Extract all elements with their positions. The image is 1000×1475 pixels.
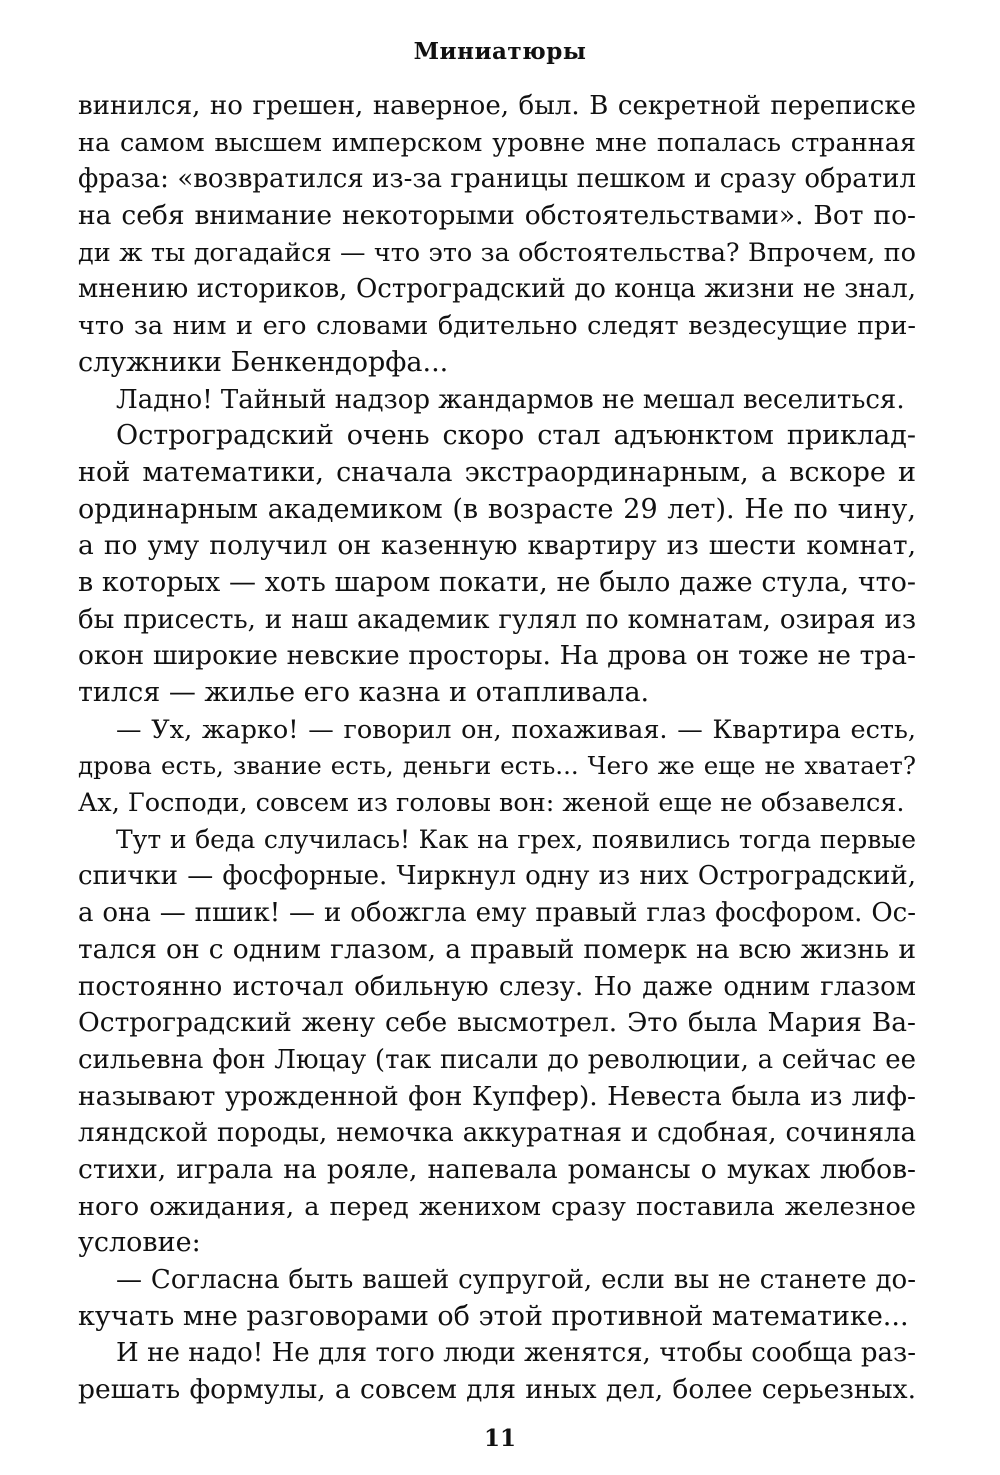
text-line: условие: (78, 1227, 201, 1259)
text-line: Остроградский жену себе высмотрел. Это была Мария Ва- (78, 1007, 916, 1039)
text-line: а по уму получил он казенную квартиру из шести комнат, (78, 530, 916, 562)
text-line: ной математики, сначала экстраординарным, а вскоре и (78, 456, 916, 488)
body-text (78, 88, 916, 1409)
text-line: называют урожденной фон Купфер). Невеста была из лиф- (78, 1080, 916, 1112)
text-line: — Согласна быть вашей супругой, если вы не станете до- (116, 1265, 916, 1295)
text-line: мнению историков, Остроградский до конца жизни не знал, (78, 274, 916, 305)
text-line: Ах, Господи, совсем из головы вон: женой еще не обзавелся. (78, 788, 905, 819)
text-line: фраза: «возвратился из-за границы пешком и сразу обратил (78, 164, 916, 195)
text-line: Остроградский очень скоро стал адъюнктом приклад- (116, 420, 916, 452)
text-line: на самом высшем имперском уровне мне попалась странная (78, 127, 916, 158)
text-line: решать формулы, а совсем для иных дел, более серьезных. (78, 1374, 916, 1406)
text-line: служники Бенкендорфа... (78, 346, 449, 378)
text-line: кучать мне разговорами об этой противной математике... (78, 1300, 909, 1332)
text-line: сильевна фон Люцау (так писали до революции, а сейчас ее (78, 1044, 916, 1075)
text-line: окон широкие невские просторы. На дрова он тоже не тра- (78, 640, 916, 672)
text-line: что за ним и его словами бдительно следят вездесущие при- (78, 311, 916, 342)
text-line: постоянно источал обильную слезу. Но даже одним глазом (78, 971, 916, 1002)
text-line: тался он с одним глазом, а правый померк на всю жизнь и (78, 933, 916, 965)
text-line: ляндской породы, немочка аккуратная и сдобная, сочиняла (78, 1118, 916, 1149)
text-line: винился, но грешен, наверное, был. В секретной переписке (78, 91, 916, 121)
text-line: а она — пшик! — и обожгла ему правый глаз фосфором. Ос- (78, 898, 916, 929)
text-line: в которых — хоть шаром покати, не было даже стула, что- (78, 566, 916, 598)
text-line: спички — фосфорные. Чиркнул одну из них Остроградский, (78, 861, 916, 892)
text-line: тился — жилье его казна и отапливала. (78, 677, 650, 708)
text-line: ного ожидания, а перед женихом сразу поставила железное (78, 1191, 916, 1222)
running-head: Миниатюры (413, 38, 587, 65)
text-line: И не надо! Не для того люди женятся, чтобы сообща раз- (116, 1338, 916, 1369)
text-line: бы присесть, и наш академик гулял по комнатам, озирая из (78, 604, 916, 635)
page-number: 11 (483, 1425, 516, 1452)
text-line: стихи, играла на рояле, напевала романсы о муках любов- (78, 1153, 916, 1185)
text-line: Ладно! Тайный надзор жандармов не мешал веселиться. (116, 384, 905, 415)
text-line: на себя внимание некоторыми обстоятельствами». Вот по- (78, 200, 916, 232)
text-line: — Ух, жарко! — говорил он, похаживая. — Квартира есть, (116, 714, 916, 745)
text-line: Тут и беда случилась! Как на грех, появились тогда первые (116, 824, 916, 854)
text-line: дрова есть, звание есть, деньги есть... Чего же еще не хватает? (78, 751, 916, 781)
text-line: ординарным академиком (в возрасте 29 лет). Не по чину, (78, 493, 916, 525)
text-line: ди ж ты догадайся — что это за обстоятельства? Впрочем, по (78, 237, 916, 268)
